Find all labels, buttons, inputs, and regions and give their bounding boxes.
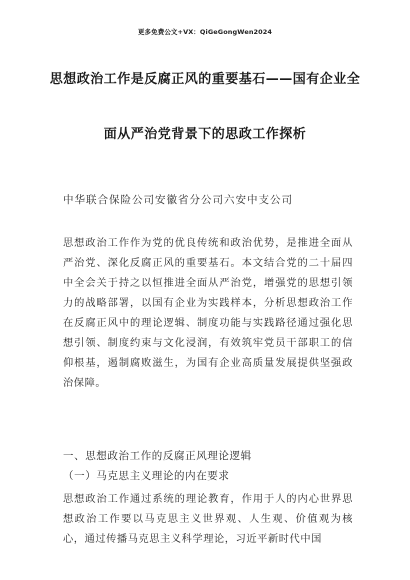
abstract-paragraph: 思想政治工作作为党的优良传统和政治优势，是推进全面从严治党、深化反腐正风的重要基石。本文结合党的二十届四中全会关于持之以恒推进全面从严治党，增强党的思想引领力的战略部署，以国有企业为实践样本，分析思想政治工作在反腐正风中的理论逻辑、制度功能与实践路径通过强化思想引领、制度约束与文化浸润，有效筑牢党员干部职工的信仰根基，遏制腐败滋生，为国有企业高质量发展提供坚强政治保障。 bbox=[63, 238, 353, 389]
author-organization: 中华联合保险公司安徽省分公司六安中支公司 bbox=[63, 194, 293, 206]
header-note: 更多免费公文+VX：QiGeGongWen2024 bbox=[137, 28, 273, 36]
section-heading-1: 一、思想政治工作的反腐正风理论逻辑 bbox=[63, 450, 252, 462]
body-paragraph: 思想政治工作通过系统的理论教育，作用于人的内心世界思想政治工作要以马克思主义世界观、人生观、价值观为核心，通过传播马克思主义科学理论，习近平新时代中国 bbox=[63, 494, 353, 545]
document-title-line-2: 面从严治党背景下的思政工作探析 bbox=[103, 127, 307, 142]
document-title-line-1: 思想政治工作是反腐正风的重要基石——国有企业全 bbox=[49, 72, 361, 87]
subsection-heading-1: （一）马克思主义理论的内在要求 bbox=[63, 470, 230, 482]
